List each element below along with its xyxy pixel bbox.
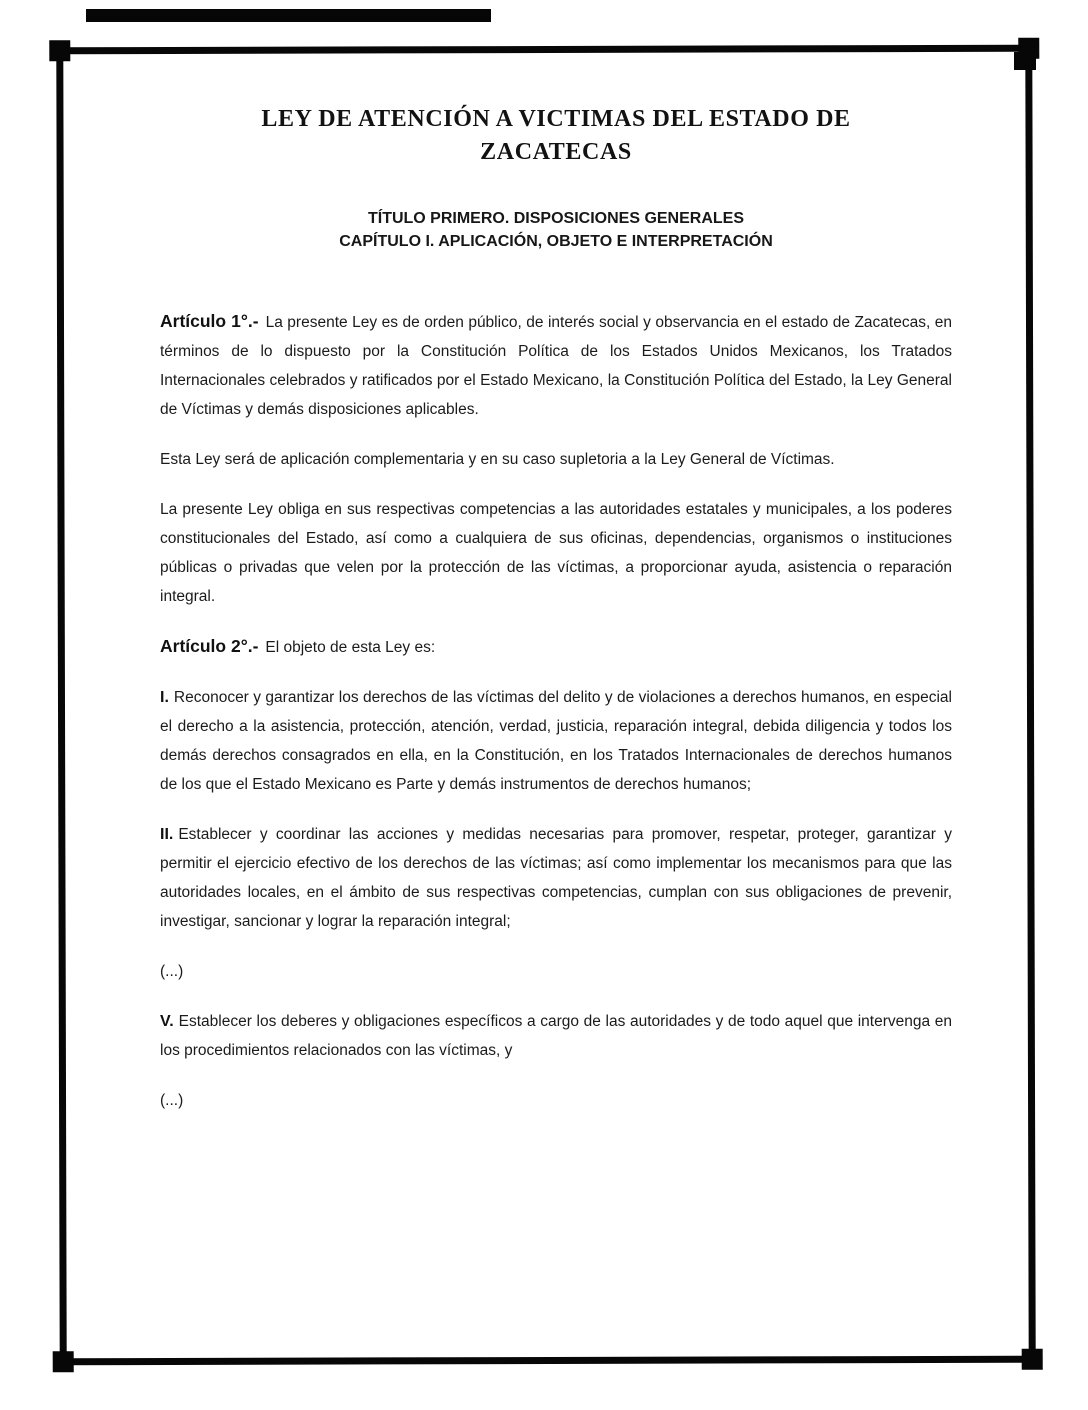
fraction-label: II. [160,826,174,843]
paragraph [160,495,952,611]
document-title-line-2: ZACATECAS [480,139,632,165]
section-heading-line-1: TÍTULO PRIMERO. DISPOSICIONES GENERALES [367,210,745,227]
paragraph-text: La presente Ley obliga en sus respectivas competencias a las autoridades estatales y municipales, a los poderes constitucionales del Estado, así como a cualquiera de sus oficinas, dependencias, organismos o instituciones públicas o privadas que velen por la protección de las víctimas, a proporcionar ayuda, asistencia o reparación integral. [160,501,952,605]
paragraph-fraccion-v [160,1007,952,1065]
paragraph-articulo-1 [160,307,952,424]
paragraph-text: El objeto de esta Ley es: [265,639,436,656]
paragraph-fraccion-ii [160,820,952,936]
fraction-label: I. [160,689,169,706]
paragraph-ellipsis [160,957,952,986]
frame-corner-top-left [49,40,70,61]
frame-corner-bottom-left [53,1351,74,1372]
paragraph-text: (...) [160,963,184,980]
paragraph-fraccion-i [160,683,952,799]
paragraph-ellipsis [160,1086,952,1115]
document-body [160,307,952,1115]
paragraph-text: Establecer y coordinar las acciones y medidas necesarias para promover, respetar, proteger, garantizar y permitir el ejercicio efectivo de los derechos de las víctimas; así como implementar los mecanismos para que las autoridades locales, en el ámbito de sus respectivas competencias, cumplan con sus obligaciones de prevenir, investigar, sancionar y lograr la reparación integral; [160,826,952,930]
frame-corner-top-right [1018,38,1039,59]
paragraph-text: Reconocer y garantizar los derechos de las víctimas del delito y de violaciones a derechos humanos, en especial el derecho a la asistencia, protección, atención, verdad, justicia, reparación integral, debida diligencia y todos los demás derechos consagrados en ella, en la Constitución, en los Tratados Internacionales de derechos humanos de los que el Estado Mexicano es Parte y demás instrumentos de derechos humanos; [160,689,952,793]
paragraph-articulo-2 [160,632,952,662]
article-label: Artículo 1°.- [160,311,259,331]
paragraph-text: La presente Ley es de orden público, de interés social y observancia en el estado de Zacatecas, en términos de lo dispuesto por la Constitución Política de los Estados Unidos Mexicanos, los Tratados Internacionales celebrados y ratificados por el Estado Mexicano, la Constitución Política del Estado, la Ley General de Víctimas y demás disposiciones aplicables. [160,314,952,418]
article-label: Artículo 2°.- [160,636,259,656]
paragraph [160,445,952,474]
scan-artifact-bar [86,9,491,22]
document-title [160,103,952,169]
paragraph-text: (...) [160,1092,184,1109]
paragraph-text: Establecer los deberes y obligaciones específicos a cargo de las autoridades y de todo aquel que intervenga en los procedimientos relacionados con las víctimas, y [160,1013,952,1059]
paragraph-text: Esta Ley será de aplicación complementaria y en su caso supletoria a la Ley General de Víctimas. [160,451,835,468]
document-title-line-1: LEY DE ATENCIÓN A VICTIMAS DEL ESTADO DE [261,106,851,132]
document-page [160,103,952,1136]
section-heading-line-2: CAPÍTULO I. APLICACIÓN, OBJETO E INTERPRETACIÓN [339,233,773,250]
fraction-label: V. [160,1013,174,1030]
frame-corner-bottom-right [1022,1349,1043,1370]
section-heading [160,207,952,253]
